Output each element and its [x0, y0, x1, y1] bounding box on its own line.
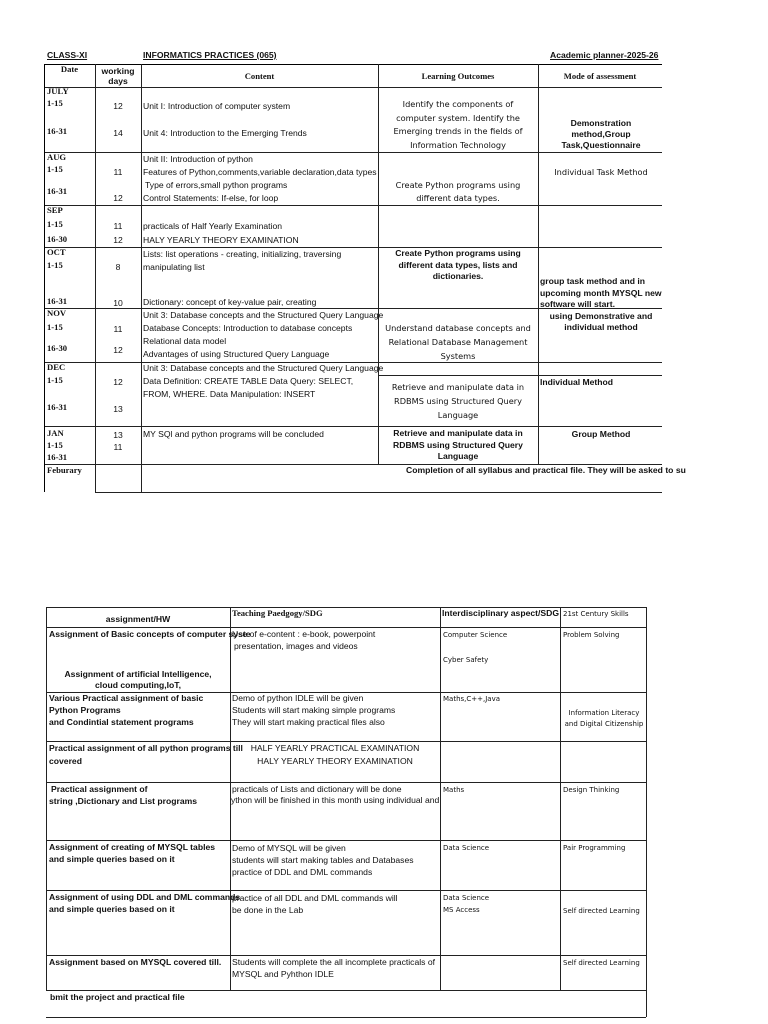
- content-text: Features of Python,comments,variable declaration,data types: [143, 167, 377, 177]
- date-range: 1-15: [47, 219, 63, 229]
- working-days: 13: [113, 430, 123, 440]
- pedagogy-text: practice of all DDL and DML commands will: [232, 893, 398, 903]
- content-text: Control Statements: If-else, for loop: [143, 193, 279, 203]
- assessment-mode: using Demonstrative and individual method: [549, 311, 653, 332]
- skill-text: Information Literacy and Digital Citizenship: [564, 709, 644, 728]
- month-label: Feburary: [47, 465, 82, 475]
- learning-outcome: Understand database concepts and Relational Database Management Systems: [385, 323, 531, 361]
- assignment-text: Assignment of Basic concepts of computer syste: [49, 629, 251, 639]
- date-range: 1-15: [47, 98, 63, 108]
- assignment-text: Assignment of creating of MYSQL tables: [49, 842, 216, 852]
- content-text: manipulating list: [143, 262, 205, 272]
- content-text: Unit 4: Introduction to the Emerging Trends: [143, 128, 307, 138]
- col-assessment-header: Mode of assessment: [563, 71, 637, 81]
- content-text: Advantages of using Structured Query Language: [143, 349, 330, 359]
- working-days: 14: [113, 128, 123, 138]
- skill-text: Design Thinking: [563, 786, 620, 794]
- date-range: 1-15: [47, 164, 63, 174]
- col-pedagogy-header: Teaching Paedgogy/SDG: [232, 608, 323, 618]
- skill-text: Self directed Learning: [563, 907, 640, 915]
- date-range: 16-31: [47, 452, 68, 462]
- pedagogy-text: be done in the Lab: [232, 905, 304, 915]
- interdisciplinary-text: Maths: [443, 786, 465, 794]
- date-range: 1-15: [47, 375, 63, 385]
- content-text: Unit II: Introduction of python: [143, 154, 253, 164]
- month-label: DEC: [47, 362, 66, 372]
- date-range: 1-15: [47, 440, 63, 450]
- pedagogy-text: HALY YEARLY THEORY EXAMINATION: [257, 756, 413, 766]
- working-days: 13: [113, 404, 123, 414]
- col-interdisciplinary-header: Interdisciplinary aspect/SDG: [442, 608, 560, 618]
- assessment-mode: Individual Method: [540, 377, 614, 387]
- pedagogy-text: Use of e-content : e-book, powerpoint: [232, 629, 376, 639]
- assignment-text: Various Practical assignment of basic: [49, 693, 204, 703]
- pedagogy-text: Demo of python IDLE will be given: [232, 693, 364, 703]
- date-range: 1-15: [47, 322, 63, 332]
- col-date-header: Date: [60, 64, 79, 74]
- learning-outcome: Create Python programs using different data types, lists and dictionaries.: [395, 248, 521, 281]
- working-days: 11: [113, 442, 123, 452]
- date-range: 16-31: [47, 402, 68, 412]
- assignment-text: Assignment based on MYSQL covered till.: [49, 957, 222, 967]
- col-working-days-header: working days: [101, 66, 135, 86]
- pedagogy-text: practice of DDL and DML commands: [232, 867, 373, 877]
- working-days: 11: [113, 167, 123, 177]
- working-days: 12: [113, 235, 123, 245]
- pedagogy-text: Demo of MYSQL will be given: [232, 843, 346, 853]
- working-days: 11: [113, 221, 123, 231]
- learning-outcome: Identify the components of computer system. Identify the Emerging trends in the fields of Information Technology: [393, 99, 523, 150]
- assessment-mode: group task method and in upcoming month MYSQL new software will start.: [540, 276, 662, 309]
- month-label: SEP: [47, 205, 63, 215]
- pedagogy-text: Students will complete the all incomplete practicals of: [232, 957, 436, 967]
- assignment-text: Practical assignment of all python programs till: [49, 743, 243, 753]
- class-label: CLASS-XI: [47, 50, 88, 60]
- content-text: practicals of Half Yearly Examination: [143, 221, 283, 231]
- skill-text: Self directed Learning: [563, 959, 640, 967]
- month-label: JULY: [47, 86, 69, 96]
- learning-outcome: Retrieve and manipulate data in RDBMS using Structured Query Language: [393, 428, 523, 461]
- date-range: 1-15: [47, 260, 63, 270]
- assignment-text: and simple queries based on it: [49, 854, 175, 864]
- working-days: 12: [113, 193, 123, 203]
- col-content-header: Content: [244, 71, 275, 81]
- content-text: Relational data model: [143, 336, 227, 346]
- subject-title: INFORMATICS PRACTICES (065): [143, 50, 277, 60]
- interdisciplinary-text: MS Access: [443, 906, 480, 914]
- assignment-text: Practical assignment of: [51, 784, 148, 794]
- content-text: MY SQl and python programs will be concluded: [143, 429, 324, 439]
- working-days: 10: [113, 298, 123, 308]
- col-learning-outcomes-header: Learning Outcomes: [421, 71, 495, 81]
- assignment-text: bmit the project and practical file: [50, 992, 185, 1002]
- col-assignment-header: assignment/HW: [105, 614, 171, 624]
- pedagogy-text: They will start making practical files also: [232, 717, 385, 727]
- interdisciplinary-text: Data Science: [443, 894, 490, 902]
- working-days: 11: [113, 324, 123, 334]
- content-text: HALY YEARLY THEORY EXAMINATION: [143, 235, 299, 245]
- assignment-text: Assignment of artificial Intelligence, cloud computing,IoT,: [64, 669, 212, 690]
- assignment-text: covered: [49, 756, 82, 766]
- content-text: Type of errors,small python programs: [145, 180, 288, 190]
- skill-text: Problem Solving: [563, 631, 620, 639]
- pedagogy-text: students will start making tables and Databases: [232, 855, 414, 865]
- date-range: 16-30: [47, 234, 68, 244]
- assignment-text: Python Programs: [49, 705, 121, 715]
- date-range: 16-31: [47, 126, 68, 136]
- learning-outcome: Retrieve and manipulate data in RDBMS using Structured Query Language: [391, 382, 525, 420]
- content-text: Unit 3: Database concepts and the Structured Query Language: [143, 363, 384, 373]
- assignment-text: and simple queries based on it: [49, 904, 175, 914]
- date-range: 16-30: [47, 343, 68, 353]
- date-range: 16-31: [47, 186, 68, 196]
- content-text: Lists: list operations - creating, initializing, traversing: [143, 249, 342, 259]
- assessment-mode: Demonstration method,Group Task,Questionnaire: [561, 118, 641, 150]
- month-label: OCT: [47, 247, 66, 257]
- skill-text: Pair Programming: [563, 844, 626, 852]
- working-days: 12: [113, 101, 123, 111]
- content-text: Data Definition: CREATE TABLE Data Query: SELECT,: [143, 376, 354, 386]
- interdisciplinary-text: Cyber Safety: [443, 656, 489, 664]
- learning-outcome: Create Python programs using different data types.: [395, 180, 521, 203]
- working-days: 12: [113, 377, 123, 387]
- assignment-text: string ,Dictionary and List programs: [49, 796, 198, 806]
- pedagogy-text: MYSQL and Pyhthon IDLE: [232, 969, 334, 979]
- month-label: AUG: [47, 152, 67, 162]
- content-text: Database Concepts: Introduction to database concepts: [143, 323, 353, 333]
- content-text: FROM, WHERE. Data Manipulation: INSERT: [143, 389, 316, 399]
- assessment-mode: Group Method: [571, 429, 631, 439]
- interdisciplinary-text: Maths,C++,Java: [443, 695, 501, 703]
- pedagogy-text: presentation, images and videos: [234, 641, 358, 651]
- date-range: 16-31: [47, 296, 68, 306]
- content-text: Dictionary: concept of key-value pair, creating: [143, 297, 317, 307]
- content-text: Unit I: Introduction of computer system: [143, 101, 291, 111]
- pedagogy-text: Students will start making simple programs: [232, 705, 396, 715]
- col-skills-header: 21st Century Skills: [563, 610, 629, 618]
- assessment-mode: Individual Task Method: [554, 167, 648, 177]
- assignment-text: and Condintial statement programs: [49, 717, 194, 727]
- pedagogy-text: HALF YEARLY PRACTICAL EXAMINATION: [250, 743, 420, 753]
- content-text: Completion of all syllabus and practical file. They will be asked to su: [406, 465, 686, 475]
- pedagogy-text: ython will be finished in this month using individual and: [231, 795, 440, 805]
- pedagogy-text: practicals of Lists and dictionary will be done: [232, 784, 402, 794]
- month-label: NOV: [47, 308, 67, 318]
- assignment-text: Assignment of using DDL and DML commands: [49, 892, 241, 902]
- content-text: Unit 3: Database concepts and the Structured Query Language: [143, 310, 384, 320]
- working-days: 8: [115, 262, 121, 272]
- month-label: JAN: [47, 428, 64, 438]
- interdisciplinary-text: Data Science: [443, 844, 490, 852]
- working-days: 12: [113, 345, 123, 355]
- interdisciplinary-text: Computer Science: [443, 631, 508, 639]
- planner-title: Academic planner-2025-26: [550, 50, 659, 60]
